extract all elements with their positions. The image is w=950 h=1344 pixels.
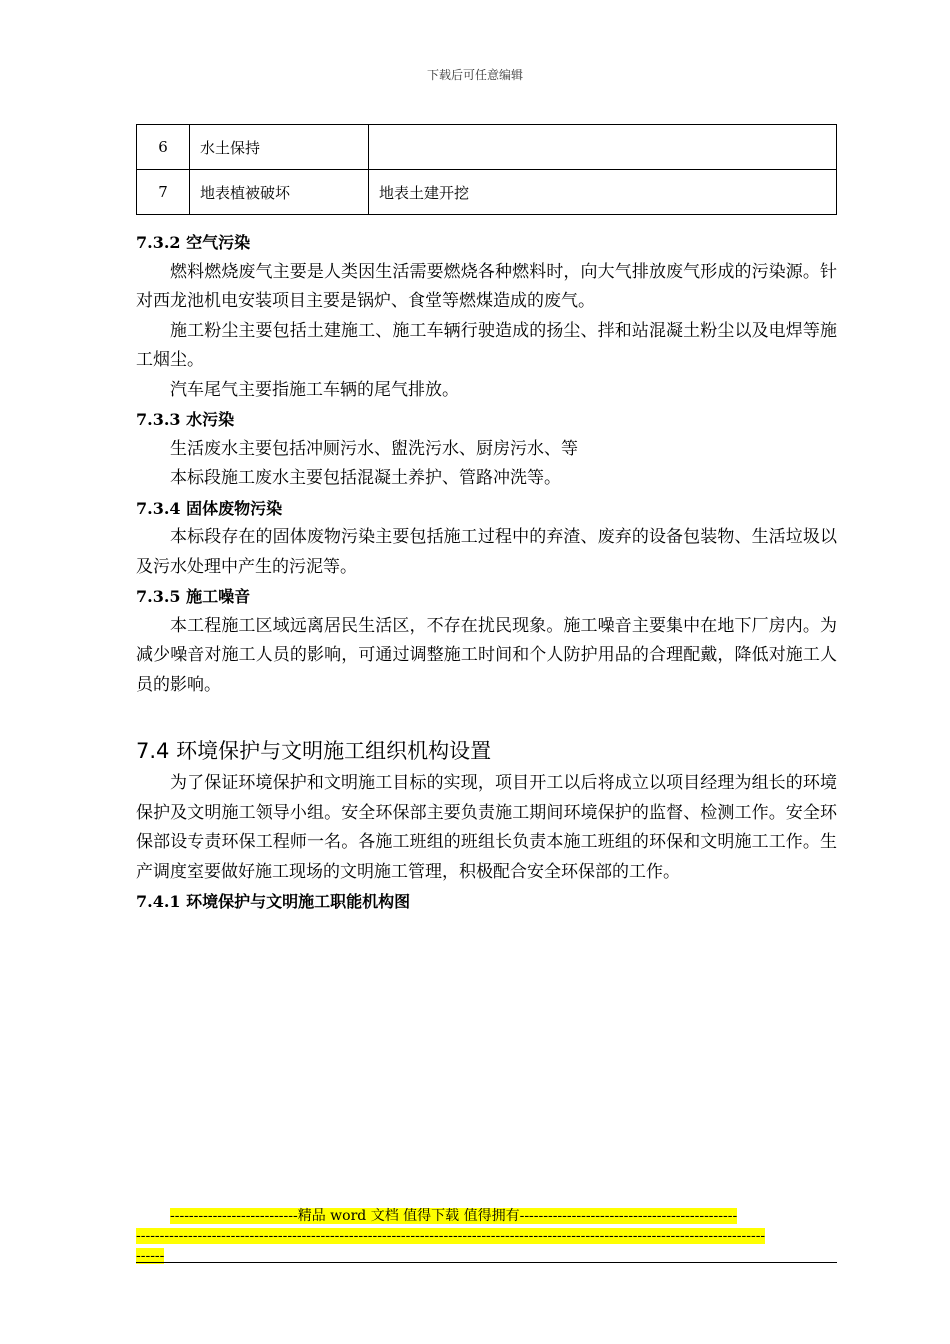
heading-7-4-1: 7.4.1 环境保护与文明施工职能机构图 [136,892,411,911]
heading-7-4: 7.4 环境保护与文明施工组织机构设置 [136,739,492,763]
heading-7-3-3: 7.3.3 水污染 [136,410,235,429]
footer-divider [136,1262,837,1263]
document-body [136,228,837,917]
table-row [137,125,837,170]
table-cell-num: 7 [137,170,190,215]
paragraph: 本工程施工区域远离居民生活区，不存在扰民现象。施工噪音主要集中在地下厂房内。为减少噪音对施工人员的影响，可通过调整施工时间和个人防护用品的合理配戴，降低对施工人员的影响。 [136,615,837,695]
pollution-source-table [136,124,837,215]
paragraph: 本标段施工废水主要包括混凝土养护、管路冲洗等。 [170,468,561,488]
table-cell-desc: 地表土建开挖 [369,170,837,215]
paragraph: 为了保证环境保护和文明施工目标的实现，项目开工以后将成立以项目经理为组长的环境保护及文明施工领导小组。安全环保部主要负责施工期间环境保护的监督、检测工作。安全环保部设专责环保工程师一名。各施工班组的班组长负责本施工班组的环保和文明施工工作。生产调度室要做好施工现场的文明施工管理，积极配合安全环保部的工作。 [136,773,837,882]
table-cell-num: 6 [137,125,190,170]
table-row [137,170,837,215]
paragraph: 生活废水主要包括冲厕污水、盥洗污水、厨房污水、等 [170,438,578,459]
paragraph: 汽车尾气主要指施工车辆的尾气排放。 [170,379,459,400]
heading-7-3-5: 7.3.5 施工噪音 [136,587,251,606]
paragraph: 燃料燃烧废气主要是人类因生活需要燃烧各种燃料时，向大气排放废气形成的污染源。针对西龙池机电安装项目主要是锅炉、食堂等燃煤造成的废气。 [136,261,837,311]
footer-line: ---------------------------精品 word 文档 值得下载 值得拥有---------------------------------------------- [170,1208,738,1224]
table-cell-desc [369,125,837,170]
heading-7-3-4: 7.3.4 固体废物污染 [136,498,283,518]
paragraph: 本标段存在的固体废物污染主要包括施工过程中的弃渣、废弃的设备包装物、生活垃圾以及污水处理中产生的污泥等。 [136,527,837,577]
table-cell-name: 水土保持 [190,125,369,170]
paragraph: 施工粉尘主要包括土建施工、施工车辆行驶造成的扬尘、拌和站混凝土粉尘以及电焊等施工烟尘。 [136,320,837,370]
table-cell-name: 地表植被破坏 [190,170,369,215]
footer-watermark [136,1206,837,1266]
footer-line: ------------------------------------------------------------------------------------------------------------------------------------- [136,1228,766,1244]
heading-7-3-2: 7.3.2 空气污染 [136,233,251,252]
footer-line: ------ [136,1248,165,1264]
page-header-note: 下载后可任意编辑 [426,68,523,82]
